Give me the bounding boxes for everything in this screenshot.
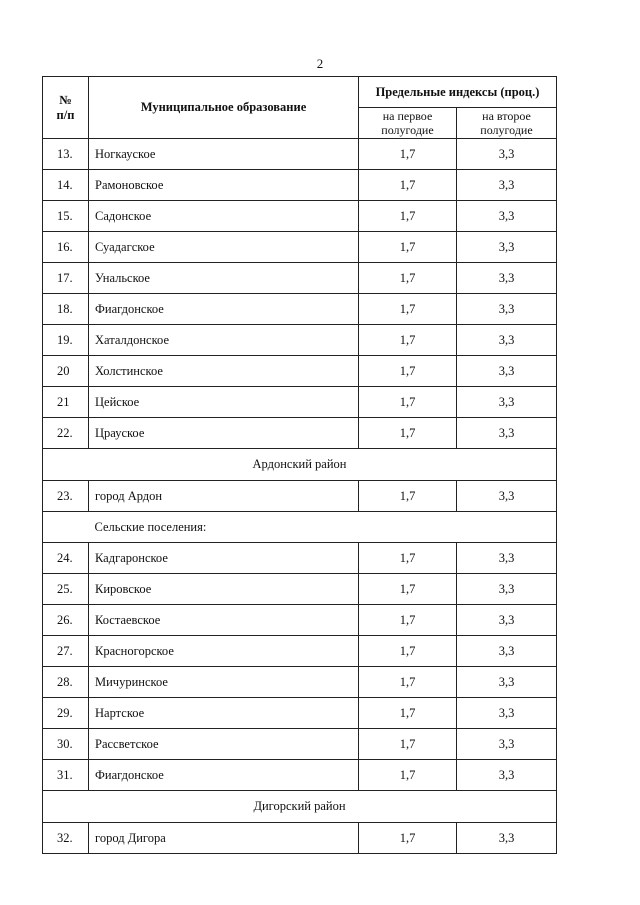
- row-name: Суадагское: [89, 232, 359, 263]
- row-second-value: 3,3: [457, 481, 557, 512]
- row-first-value: 1,7: [359, 605, 457, 636]
- table-row: [43, 481, 557, 512]
- row-number: 24.: [43, 543, 89, 574]
- row-second-value: 3,3: [457, 201, 557, 232]
- row-first-value: 1,7: [359, 418, 457, 449]
- row-second-value: 3,3: [457, 356, 557, 387]
- table-row: [43, 418, 557, 449]
- row-first-value: 1,7: [359, 636, 457, 667]
- row-second-value: 3,3: [457, 232, 557, 263]
- row-first-value: 1,7: [359, 139, 457, 170]
- table-row: [43, 263, 557, 294]
- row-first-value: 1,7: [359, 729, 457, 760]
- table-row: [43, 574, 557, 605]
- row-second-value: 3,3: [457, 543, 557, 574]
- row-number: 25.: [43, 574, 89, 605]
- row-name: Кадгаронское: [89, 543, 359, 574]
- header-num: № п/п: [43, 77, 89, 139]
- row-name: Ногкауское: [89, 139, 359, 170]
- table-row: [43, 698, 557, 729]
- row-second-value: 3,3: [457, 294, 557, 325]
- row-number: 13.: [43, 139, 89, 170]
- section-row-ardon: [43, 449, 557, 481]
- table-row: [43, 543, 557, 574]
- row-name: Фиагдонское: [89, 294, 359, 325]
- row-number: 20: [43, 356, 89, 387]
- row-number: 17.: [43, 263, 89, 294]
- header-indices: Предельные индексы (проц.): [359, 77, 557, 108]
- table-row: [43, 387, 557, 418]
- table-row: [43, 170, 557, 201]
- header-second-half: на второе полугодие: [457, 108, 557, 139]
- row-number: 29.: [43, 698, 89, 729]
- row-name: Фиагдонское: [89, 760, 359, 791]
- section-digora-group: [43, 791, 557, 854]
- row-name: Унальское: [89, 263, 359, 294]
- row-number: 23.: [43, 481, 89, 512]
- table-row: [43, 636, 557, 667]
- row-second-value: 3,3: [457, 636, 557, 667]
- rows-group-a: [43, 139, 557, 449]
- row-second-value: 3,3: [457, 698, 557, 729]
- row-name: Кировское: [89, 574, 359, 605]
- row-number: 16.: [43, 232, 89, 263]
- row-first-value: 1,7: [359, 232, 457, 263]
- row-name: Холстинское: [89, 356, 359, 387]
- row-first-value: 1,7: [359, 823, 457, 854]
- table-row: [43, 356, 557, 387]
- row-first-value: 1,7: [359, 543, 457, 574]
- row-second-value: 3,3: [457, 418, 557, 449]
- row-second-value: 3,3: [457, 760, 557, 791]
- row-name: Мичуринское: [89, 667, 359, 698]
- row-second-value: 3,3: [457, 170, 557, 201]
- row-second-value: 3,3: [457, 325, 557, 356]
- row-name: Цейское: [89, 387, 359, 418]
- table-row: [43, 232, 557, 263]
- header-first-half: на первое полугодие: [359, 108, 457, 139]
- row-second-value: 3,3: [457, 574, 557, 605]
- row-name: город Ардон: [89, 481, 359, 512]
- row-second-value: 3,3: [457, 823, 557, 854]
- page-number: 2: [316, 56, 324, 71]
- row-name: город Дигора: [89, 823, 359, 854]
- rows-group-b: [43, 543, 557, 791]
- row-first-value: 1,7: [359, 170, 457, 201]
- row-second-value: 3,3: [457, 667, 557, 698]
- row-name: Красногорское: [89, 636, 359, 667]
- row-name: Рассветское: [89, 729, 359, 760]
- row-first-value: 1,7: [359, 356, 457, 387]
- row-first-value: 1,7: [359, 201, 457, 232]
- table-row: [43, 201, 557, 232]
- row-number: 22.: [43, 418, 89, 449]
- table-row: [43, 760, 557, 791]
- indices-table: [42, 76, 557, 854]
- header-name: Муниципальное образование: [89, 77, 359, 139]
- row-name: Хаталдонское: [89, 325, 359, 356]
- row-number: 31.: [43, 760, 89, 791]
- table-row: [43, 729, 557, 760]
- table-row: [43, 139, 557, 170]
- table-header: [43, 77, 557, 139]
- row-number: 21: [43, 387, 89, 418]
- section-title-ardon: Ардонский район: [43, 449, 557, 481]
- row-name: Садонское: [89, 201, 359, 232]
- row-number: 18.: [43, 294, 89, 325]
- row-first-value: 1,7: [359, 294, 457, 325]
- rural-label: Сельские поселения:: [89, 512, 557, 543]
- row-first-value: 1,7: [359, 325, 457, 356]
- row-name: Костаевское: [89, 605, 359, 636]
- row-name: Нартское: [89, 698, 359, 729]
- rural-label-row: [43, 512, 557, 543]
- section-row-digora: [43, 791, 557, 823]
- row-first-value: 1,7: [359, 667, 457, 698]
- row-first-value: 1,7: [359, 387, 457, 418]
- section-title-digora: Дигорский район: [43, 791, 557, 823]
- row-second-value: 3,3: [457, 605, 557, 636]
- row-first-value: 1,7: [359, 574, 457, 605]
- row-first-value: 1,7: [359, 263, 457, 294]
- rural-label-spacer: [43, 512, 89, 543]
- row-number: 30.: [43, 729, 89, 760]
- row-first-value: 1,7: [359, 698, 457, 729]
- row-second-value: 3,3: [457, 139, 557, 170]
- table-row: [43, 325, 557, 356]
- section-ardon-group: [43, 449, 557, 543]
- row-name: Црауское: [89, 418, 359, 449]
- row-second-value: 3,3: [457, 729, 557, 760]
- row-number: 28.: [43, 667, 89, 698]
- row-second-value: 3,3: [457, 263, 557, 294]
- row-first-value: 1,7: [359, 760, 457, 791]
- table-row: [43, 667, 557, 698]
- row-name: Рамоновское: [89, 170, 359, 201]
- table-row: [43, 294, 557, 325]
- row-number: 19.: [43, 325, 89, 356]
- row-number: 15.: [43, 201, 89, 232]
- row-second-value: 3,3: [457, 387, 557, 418]
- row-number: 27.: [43, 636, 89, 667]
- row-number: 26.: [43, 605, 89, 636]
- table-row: [43, 605, 557, 636]
- row-number: 32.: [43, 823, 89, 854]
- row-number: 14.: [43, 170, 89, 201]
- table-row: [43, 823, 557, 854]
- row-first-value: 1,7: [359, 481, 457, 512]
